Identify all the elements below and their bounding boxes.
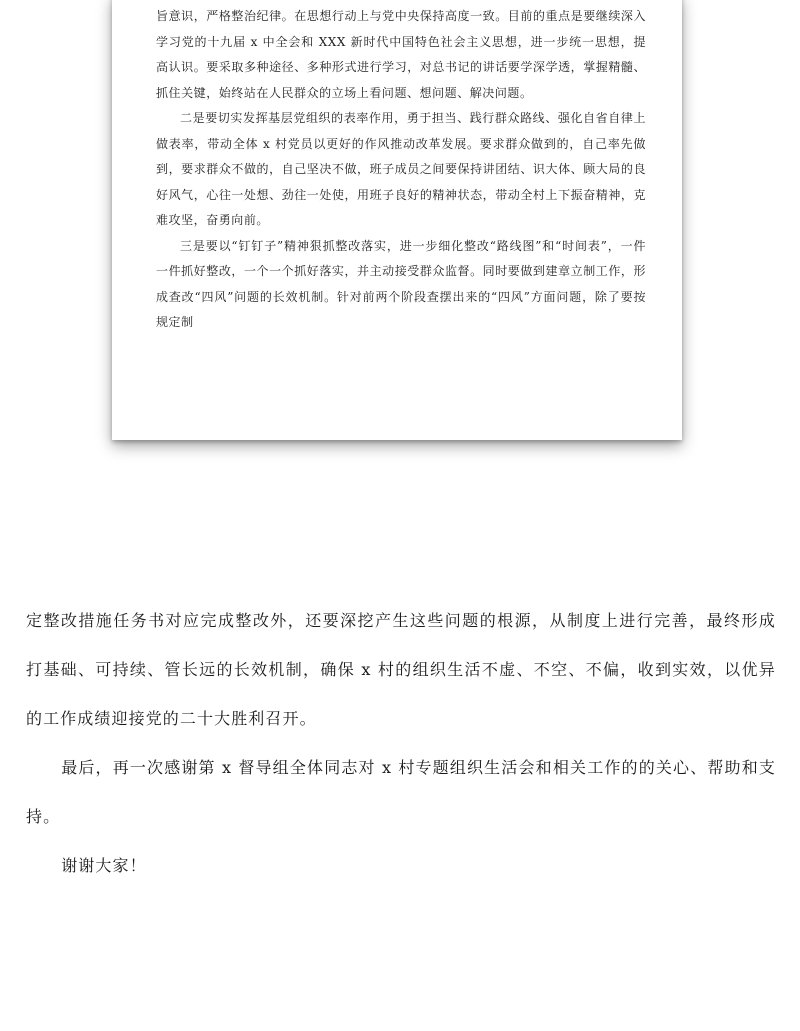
closing-remark: 谢谢大家！ <box>61 856 147 875</box>
page-paragraph-2: 二是要切实发挥基层党组织的表率作用，勇于担当、践行群众路线、强化自省自律上做表率，带动全体 x 村党员以更好的作风推动改革发展。要求群众做到的，自己率先做到，要求群众不做的，自己坚决不做，班子成员之间要保持讲团结、识大体、顾大局的良好风气，心往一处想、劲往一处使，用班子良好的精神状态，带动全村上下振奋精神，克难攻坚，奋勇向前。 <box>156 111 646 227</box>
body-paragraph-1: 定整改措施任务书对应完成整改外，还要深挖产生这些问题的根源，从制度上进行完善，最终形成打基础、可持续、管长远的长效机制，确保 x 村的组织生活不虚、不空、不偏，收到实效，以优异的工作成绩迎接党的二十大胜利召开。 <box>26 611 776 728</box>
page-paragraph-3: 三是要以“钉钉子”精神狠抓整改落实，进一步细化整改“路线图”和“时间表”，一件一件抓好整改，一个一个抓好落实，并主动接受群众监督。同时要做到建章立制工作，形成查改“四风”问题的长效机制。针对前两个阶段查摆出来的“四风”方面问题，除了要按规定制 <box>156 238 646 329</box>
document-body-text <box>26 596 776 890</box>
page-paragraph-1: 旨意识，严格整治纪律。在思想行动上与党中央保持高度一致。目前的重点是要继续深入学习党的十九届 x 中全会和 XXX 新时代中国特色社会主义思想，进一步统一思想，提高认识。要采取多种途径、多种形式进行学习，对总书记的讲话要学深学透，掌握精髓、抓住关键，始终站在人民群众的立场上看问题、想问题、解决问题。 <box>156 9 646 100</box>
page-preview-text <box>156 4 646 336</box>
body-paragraph-2: 最后，再一次感谢第 x 督导组全体同志对 x 村专题组织生活会和相关工作的的关心、帮助和支持。 <box>26 758 776 826</box>
document-page-preview <box>112 0 682 440</box>
